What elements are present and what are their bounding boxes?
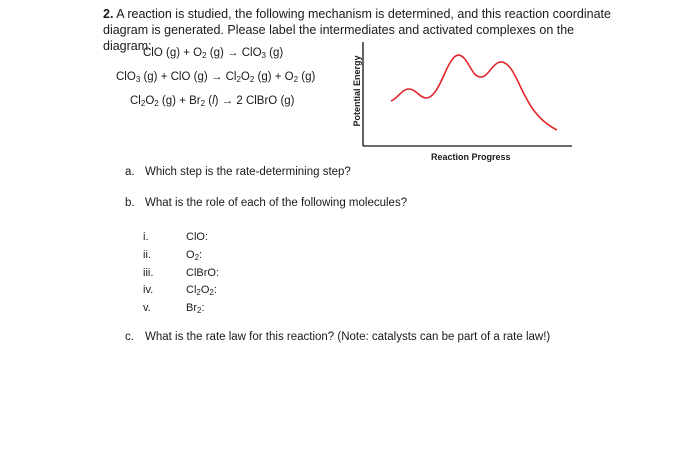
molecule-numeral: v. <box>143 302 151 314</box>
molecule-numeral: ii. <box>143 249 151 261</box>
mechanism-step-2: ClO$_3$ (g) + ClO $(g) \to Cl_2O_2$ $(g) + O_2$ (g) <box>116 71 316 84</box>
part-a: a. <box>125 166 135 178</box>
part-b: b. <box>125 197 135 209</box>
molecule-item: $Br_2$: <box>186 302 205 315</box>
molecule-item: ClBrO: <box>186 267 219 279</box>
energy-curve <box>391 55 557 130</box>
mechanism-step-1: ClO $(g) + O_2$ (g) → ClO$_3$ (g) <box>143 47 284 60</box>
question-number: 2. <box>103 7 114 21</box>
part-b-text: What is the role of each of the following molecules? <box>145 197 408 209</box>
molecule-numeral: iii. <box>143 267 154 279</box>
question-intro: A reaction is studied, the following mechanism is determined, and this reaction coordinate diagram is generated. Please label the intermediates and activated complexes on the diagram: <box>103 7 611 53</box>
x-axis-label: Reaction Progress <box>431 152 511 162</box>
part-c: c. <box>125 331 134 343</box>
molecule-item: $Cl_2O_2$: <box>186 284 217 297</box>
molecule-numeral: iv. <box>143 284 154 296</box>
mechanism-step-3: $Cl_2O_2$ $(g) + Br_2$ (l) → 2 ClBrO (g) <box>130 95 295 108</box>
molecule-numeral: i. <box>143 231 149 243</box>
part-c-text: What is the rate law for this reaction? (Note: catalysts can be part of a rate law!) <box>145 331 551 343</box>
reaction-coordinate-diagram <box>360 40 575 150</box>
y-axis-label: Potential Energy <box>352 55 362 127</box>
molecule-item: $O_2$: <box>186 249 203 262</box>
part-a-text: Which step is the rate-determining step? <box>145 166 351 178</box>
molecule-item: ClO: <box>186 231 208 243</box>
